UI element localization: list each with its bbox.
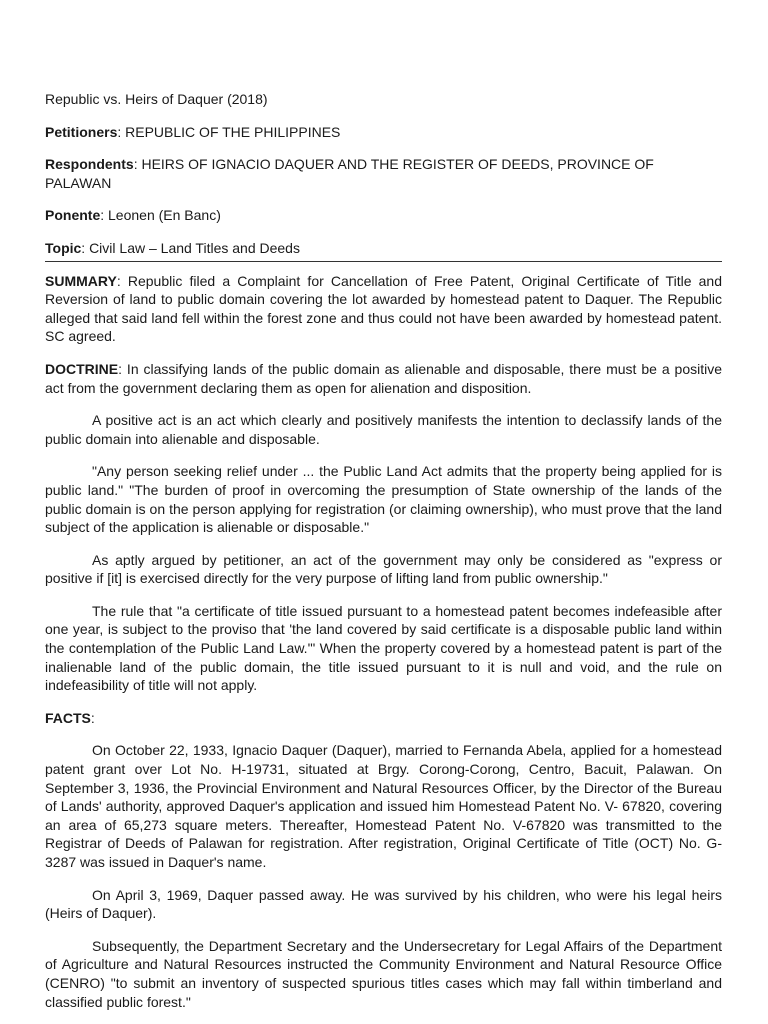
- topic-value: : Civil Law – Land Titles and Deeds: [81, 239, 300, 256]
- summary-label: SUMMARY: [45, 272, 117, 289]
- petitioners-value: : REPUBLIC OF THE PHILIPPINES: [117, 123, 341, 140]
- doctrine-paragraph-2: "Any person seeking relief under ... the Public Land Act admits that the property being applied for is public land." "The burden of proof in overcoming the presumption of State ownership of the lands of the public domain is on the person applying for registration (or claiming ownership), who must prove that the land subject of the application is alienable or disposable.": [45, 463, 722, 536]
- petitioners-label: Petitioners: [45, 123, 118, 140]
- respondents-label: Respondents: [45, 156, 134, 173]
- facts-colon: :: [90, 709, 95, 726]
- ponente-label: Ponente: [45, 207, 101, 224]
- facts-label: FACTS: [45, 709, 91, 726]
- ponente-value: : Leonen (En Banc): [100, 207, 221, 224]
- facts-heading: [45, 709, 722, 728]
- doctrine-paragraph: [45, 360, 722, 397]
- topic-line: [45, 239, 722, 258]
- summary-paragraph: [45, 272, 722, 346]
- doctrine-paragraph-4: The rule that "a certificate of title issued pursuant to a homestead patent becomes indefeasible after one year, is subject to the proviso that 'the land covered by said certificate is a disposable public land within the contemplation of the Public Land Law.'" When the property covered by a homestead patent is part of the inalienable land of the public domain, the title issued pursuant to it is null and void, and the rule on indefeasibility of title will not apply.: [45, 602, 722, 694]
- document-body: [45, 90, 722, 1011]
- doctrine-text: : In classifying lands of the public domain as alienable and disposable, there must be a positive act from the government declaring them as open for alienation and disposition.: [45, 360, 722, 396]
- doctrine-paragraph-1: A positive act is an act which clearly and positively manifests the intention to declassify lands of the public domain into alienable and disposable.: [45, 412, 722, 447]
- facts-paragraph-3: Subsequently, the Department Secretary and the Undersecretary for Legal Affairs of the Department of Agriculture and Natural Resources instructed the Community Environment and Natural Resource Office (CENRO) "to submit an inventory of suspected spurious titles cases which may fall within timberland and classified public forest.": [45, 937, 722, 1010]
- summary-text: : Republic filed a Complaint for Cancellation of Free Patent, Original Certificate of Title and Reversion of land to public domain covering the lot awarded by homestead patent to Daquer. The Republic alleged that said land fell within the forest zone and thus could not have been awarded by homestead patent. SC agreed.: [45, 272, 722, 345]
- facts-paragraph-2: On April 3, 1969, Daquer passed away. He was survived by his children, who were his legal heirs (Heirs of Daquer).: [45, 886, 722, 922]
- respondents-value: : HEIRS OF IGNACIO DAQUER AND THE REGISTER OF DEEDS, PROVINCE OF PALAWAN: [45, 156, 654, 191]
- doctrine-label: DOCTRINE: [45, 360, 119, 377]
- facts-paragraph-1: On October 22, 1933, Ignacio Daquer (Daquer), married to Fernanda Abela, applied for a homestead patent grant over Lot No. H-19731, situated at Brgy. Corong-Corong, Centro, Bacuit, Palawan. On September 3, 1936, the Provincial Environment and Natural Resources Officer, by the Director of the Bureau of Lands' authority, approved Daquer's application and issued him Homestead Patent No. V- 67820, covering an area of 65,273 square meters. Thereafter, Homestead Patent No. V-67820 was transmitted to the Registrar of Deeds of Palawan for registration. After registration, Original Certificate of Title (OCT) No. G- 3287 was issued in Daquer's name.: [45, 742, 722, 870]
- petitioners-line: [45, 123, 722, 142]
- ponente-line: [45, 206, 722, 225]
- respondents-line: [45, 155, 722, 192]
- doctrine-paragraph-3: As aptly argued by petitioner, an act of the government may only be considered as "express or positive if [it] is exercised directly for the very purpose of lifting land from public ownership.": [45, 551, 722, 587]
- topic-label: Topic: [45, 239, 82, 256]
- case-title: Republic vs. Heirs of Daquer (2018): [45, 91, 268, 107]
- header-divider: [45, 261, 722, 262]
